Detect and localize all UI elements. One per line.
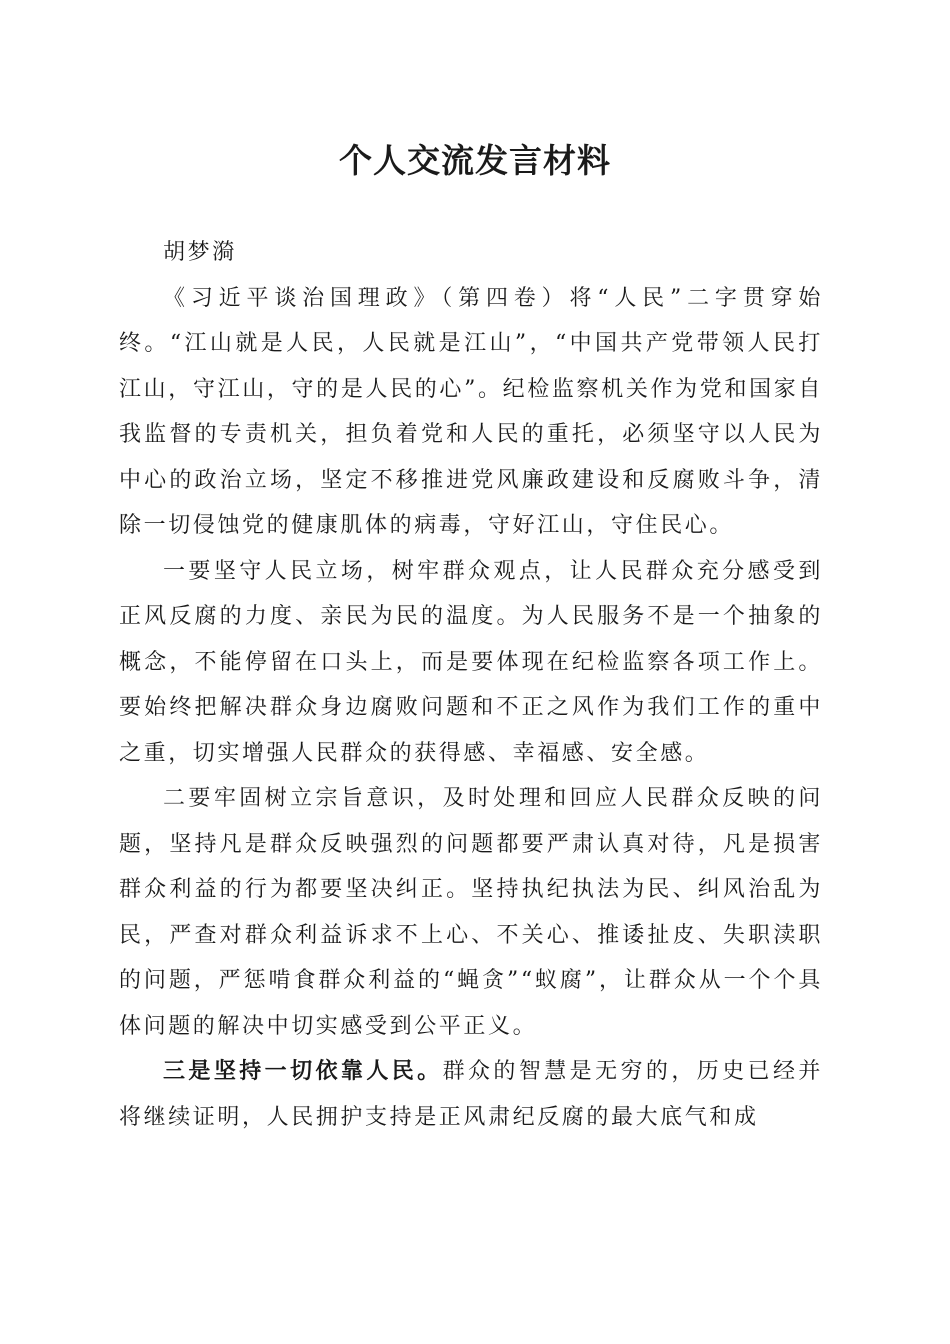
paragraph-4-text: 群众的智慧是无穷的，历史已经并将继续证明，人民拥护支持是正风肃纪反腐的最大底气和成 bbox=[119, 1059, 823, 1130]
document-body bbox=[119, 230, 823, 1140]
document-title: 个人交流发言材料 bbox=[339, 141, 611, 180]
paragraph-4-lead: 三是坚持一切依靠人民。 bbox=[163, 1058, 443, 1084]
paragraph-1 bbox=[119, 276, 823, 549]
paragraph-2-text: 一要坚守人民立场，树牢群众观点，让人民群众充分感受到正风反腐的力度、亲民为民的温度。为人民服务不是一个抽象的概念，不能停留在口头上，而是要体现在纪检监察各项工作上。要始终把解决群众身边腐败问题和不正之风作为我们工作的重中之重，切实增强人民群众的获得感、幸福感、安全感。 bbox=[119, 558, 823, 766]
paragraph-1-text: 《习近平谈治国理政》（第四卷）将“人民”二字贯穿始终。“江山就是人民，人民就是江山”，“中国共产党带领人民打江山，守江山，守的是人民的心”。纪检监察机关作为党和国家自我监督的专责机关，担负着党和人民的重托，必须坚守以人民为中心的政治立场，坚定不移推进党风廉政建设和反腐败斗争，清除一切侵蚀党的健康肌体的病毒，守好江山，守住民心。 bbox=[119, 285, 823, 538]
paragraph-2 bbox=[119, 549, 823, 777]
paragraph-4 bbox=[119, 1049, 823, 1140]
author-line: 胡梦漪 bbox=[163, 240, 237, 265]
paragraph-3-text: 二要牢固树立宗旨意识，及时处理和回应人民群众反映的问题，坚持凡是群众反映强烈的问题都要严肃认真对待，凡是损害群众利益的行为都要坚决纠正。坚持执纪执法为民、纠风治乱为民，严查对群众利益诉求不上心、不关心、推诿扯皮、失职渎职的问题，严惩啃食群众利益的“蝇贪”“蚁腐”，让群众从一个个具体问题的解决中切实感受到公平正义。 bbox=[119, 786, 823, 1039]
paragraph-3 bbox=[119, 776, 823, 1049]
